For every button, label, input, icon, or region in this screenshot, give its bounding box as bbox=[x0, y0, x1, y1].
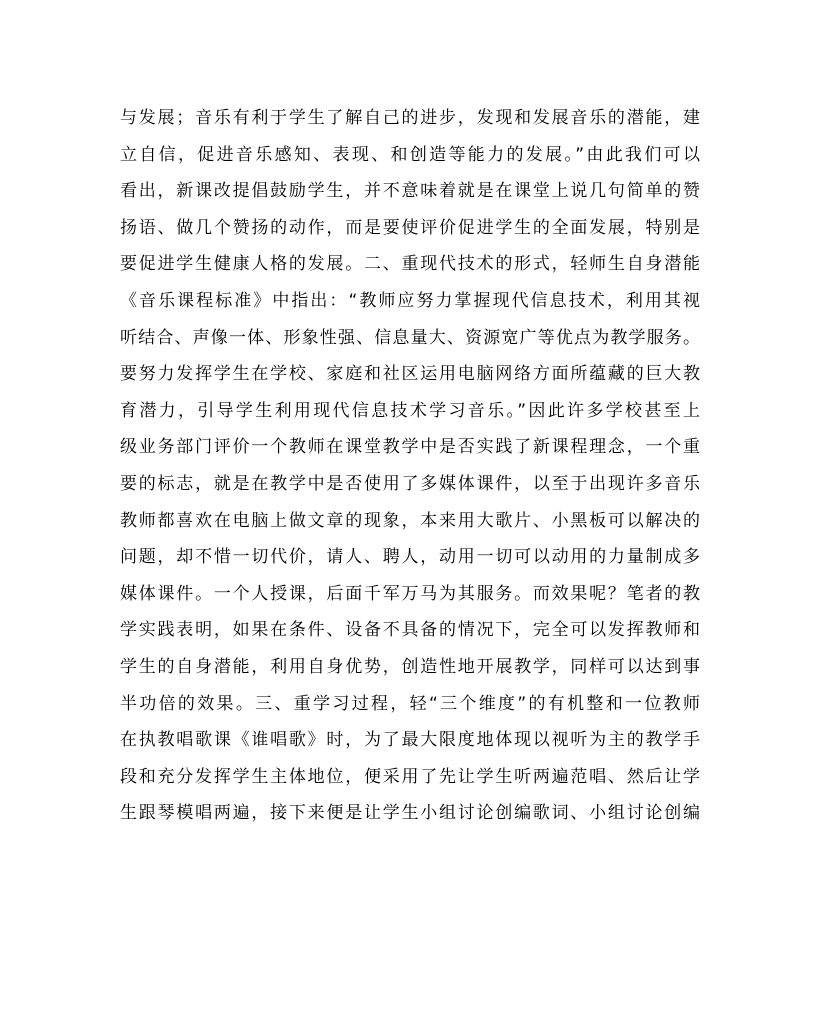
text-line: 要努力发挥学生在学校、家庭和社区运用电脑网络方面所蕴藏的巨大教 bbox=[120, 364, 700, 385]
text-line: 学实践表明，如果在条件、设备不具备的情况下，完全可以发挥教师和 bbox=[120, 620, 700, 641]
text-line: 生跟琴模唱两遍，接下来便是让学生小组讨论创编歌词、小组讨论创编 bbox=[120, 803, 700, 824]
text-line: 与发展；音乐有利于学生了解自己的进步，发现和发展音乐的潜能，建 bbox=[120, 108, 700, 128]
text-line: 育潜力，引导学生利用现代信息技术学习音乐。”因此许多学校甚至上 bbox=[120, 400, 700, 421]
text-line: 段和充分发挥学生主体地位，便采用了先让学生听两遍范唱、然后让学 bbox=[120, 766, 700, 787]
text-line: 要的标志，就是在教学中是否使用了多媒体课件，以至于出现许多音乐 bbox=[120, 473, 700, 494]
text-line: 半功倍的效果。三、重学习过程，轻“三个维度”的有机整和一位教师 bbox=[120, 693, 700, 714]
text-line: 立自信，促进音乐感知、表现、和创造等能力的发展。”由此我们可以 bbox=[120, 144, 700, 165]
text-line: 要促进学生健康人格的发展。二、重现代技术的形式，轻师生自身潜能 bbox=[120, 254, 700, 275]
text-line: 问题，却不惜一切代价，请人、聘人，动用一切可以动用的力量制成多 bbox=[120, 547, 700, 568]
body-text bbox=[120, 100, 700, 832]
text-line: 教师都喜欢在电脑上做文章的现象，本来用大歌片、小黑板可以解决的 bbox=[120, 510, 700, 531]
text-line: 看出，新课改提倡鼓励学生，并不意味着就是在课堂上说几句简单的赞 bbox=[120, 181, 700, 202]
text-line: 扬语、做几个赞扬的动作，而是要使评价促进学生的全面发展，特别是 bbox=[120, 217, 700, 238]
text-line: 《音乐课程标准》中指出：“教师应努力掌握现代信息技术，利用其视 bbox=[120, 290, 700, 311]
text-line: 媒体课件。一个人授课，后面千军万马为其服务。而效果呢？笔者的教 bbox=[120, 583, 700, 604]
text-line: 听结合、声像一体、形象性强、信息量大、资源宽广等优点为教学服务。 bbox=[120, 327, 700, 348]
text-line: 学生的自身潜能，利用自身优势，创造性地开展教学，同样可以达到事 bbox=[120, 656, 700, 677]
text-line: 级业务部门评价一个教师在课堂教学中是否实践了新课程理念，一个重 bbox=[120, 437, 700, 458]
text-line: 在执教唱歌课《谁唱歌》时，为了最大限度地体现以视听为主的教学手 bbox=[120, 730, 700, 751]
